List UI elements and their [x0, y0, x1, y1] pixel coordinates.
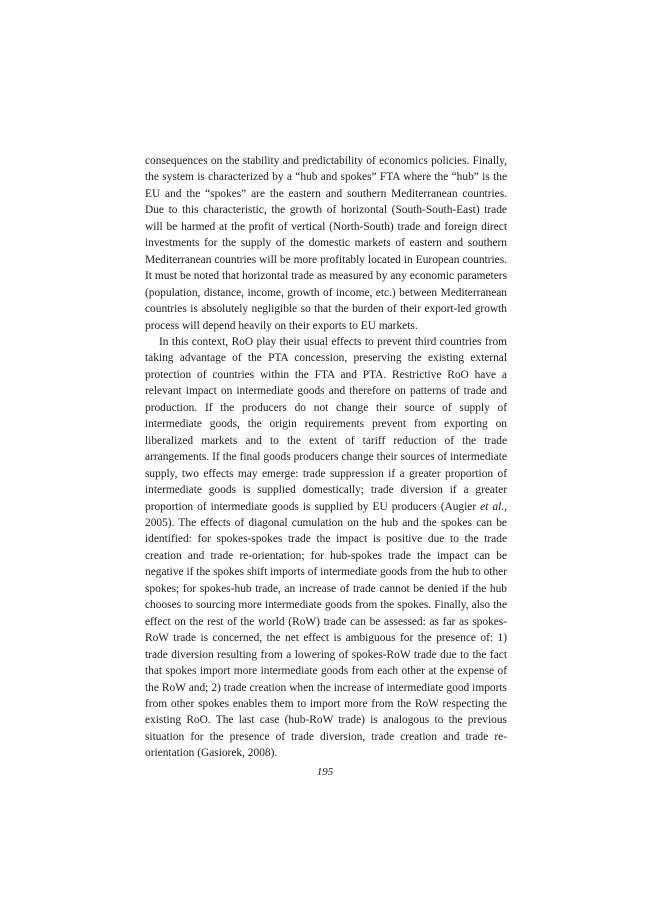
paragraph-2 [145, 334, 507, 762]
paragraph-2-part-1: In this context, RoO play their usual effects to prevent third countries from taking advantage of the PTA concession, preserving the existing external protection of countries within the FTA and PTA. Restrictive RoO have a relevant impact on intermediate goods and therefore on patterns of trade and production. If the producers do not change their source of supply of intermediate goods, the origin requirements prevent from exporting on liberalized markets and to the extent of tariff reduction of the trade arrangements. If the final goods producers change their sources of intermediate supply, two effects may emerge: trade suppression if a greater proportion of intermediate goods is supplied domestically; trade diversion if a greater proportion of intermediate goods is supplied by EU producers (Augier [145, 335, 507, 513]
body-text [145, 153, 507, 762]
page-number: 195 [316, 766, 334, 778]
paragraph-2-part-2: ., 2005). The effects of diagonal cumulation on the hub and the spokes can be identified: for spokes-spokes trade the impact is positive due to the trade creation and trade re-orientation; for hub-spokes trade the impact can be negative if the spokes shift imports of intermediate goods from the hub to other spokes; for spokes-hub trade, an increase of trade cannot be denied if the hub chooses to sourcing more intermediate goods from the spokes. Finally, also the effect on the rest of the world (RoW) trade can be assessed: as far as spokes-RoW trade is concerned, the net effect is ambiguous for the presence of: 1) trade diversion resulting from a lowering of spokes-RoW trade due to the fact that spokes import more intermediate goods from each other at the expense of the RoW and; 2) trade creation when the increase of intermediate good imports from other spokes enables them to import more from the RoW respecting the existing RoO. The last case (hub-RoW trade) is analogous to the previous situation for the presence of trade diversion, trade creation and trade re-orientation (Gasiorek, 2008). [145, 500, 507, 760]
paragraph-1: consequences on the stability and predictability of economics policies. Finally, the system is characterized by a “hub and spokes” FTA where the “hub” is the EU and the “spokes” are the eastern and southern Mediterranean countries. Due to this characteristic, the growth of horizontal (South-South-East) trade will be harmed at the profit of vertical (North-South) trade and foreign direct investments for the supply of the domestic markets of eastern and southern Mediterranean countries will be more profitably located in European countries. It must be noted that horizontal trade as measured by any economic parameters (population, distance, income, growth of income, etc.) between Mediterranean countries is absolutely negligible so that the burden of their export-led growth process will depend heavily on their exports to EU markets. [145, 155, 507, 332]
citation-et-al: et al [480, 500, 502, 513]
